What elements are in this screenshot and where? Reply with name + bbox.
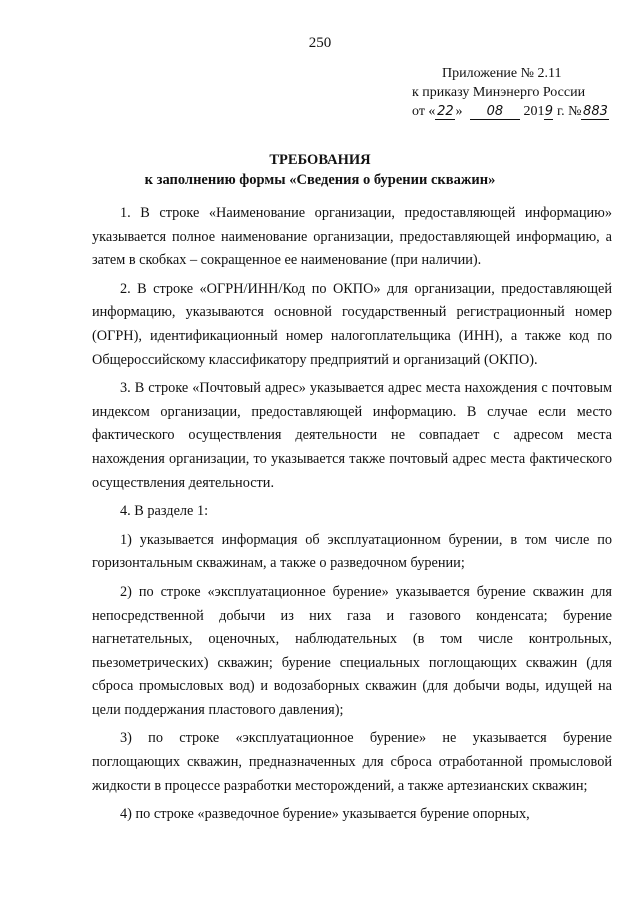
paragraph: 2. В строке «ОГРН/ИНН/Код по ОКПО» для организации, предоставляющей информацию, указываются основной государственный регистрационный номер (ОГРН), идентификационный номер налогоплательщика (ИНН), а также код по Общероссийскому классификатору предприятий и организаций (ОКПО).	[92, 280, 612, 368]
paragraph: 1. В строке «Наименование организации, предоставляющей информацию» указывается полное наименование организации, предоставляющей информацию, а затем в скобках – сокращенное ее наименование (при наличии).	[92, 205, 612, 269]
paragraph: 2) по строке «эксплуатационное бурение» указывается бурение скважин для непосредственной добычи из них газа и газового конденсата; бурение нагнетательных, оценочных, наблюдательных (в том числе контрольных, пьезометрических) скважин; бурение специальных поглощающих скважин (для сброса промысловых вод) и водозаборных скважин (для добычи воды, идущей на цели поддержания пластового давления);	[92, 583, 612, 718]
paragraph: 1) указывается информация об эксплуатационном бурении, в том числе по горизонтальным скважинам, а также о разведочном бурении;	[92, 531, 612, 572]
year-suffix: г. №	[553, 104, 582, 119]
handwritten-order-number: 883	[583, 104, 608, 119]
document-body	[92, 202, 612, 832]
handwritten-month: 08	[470, 104, 520, 120]
paragraph: 4. В разделе 1:	[120, 503, 209, 520]
title-block	[0, 150, 640, 190]
appendix-order-ref: к приказу Минэнерго России	[412, 85, 586, 100]
year-prefix: 201	[523, 104, 545, 119]
handwritten-year-digit: 9	[544, 104, 554, 119]
paragraph: 3) по строке «эксплуатационное бурение» не указывается бурение поглощающих скважин, предназначенных для сброса отработанной промысловой жидкости в процессе разработки месторождений, а также артезианских скважин;	[92, 730, 612, 794]
page-number: 250	[308, 35, 332, 51]
document-title: ТРЕБОВАНИЯ	[269, 152, 371, 168]
document-subtitle: к заполнению формы «Сведения о бурении скважин»	[144, 172, 496, 188]
paragraph: 3. В строке «Почтовый адрес» указывается адрес места нахождения с почтовым индексом организации, предоставляющей информацию. В случае если место фактического осуществления деятельности не совпадает с адресом места нахождения организации, то указывается также почтовый адрес места фактического осуществления деятельности.	[92, 380, 612, 491]
appendix-date-line	[412, 102, 609, 121]
date-prefix: от «	[412, 104, 436, 119]
paragraph: 4) по строке «разведочное бурение» указывается бурение опорных,	[120, 806, 530, 823]
appendix-header	[412, 64, 609, 121]
date-quote: »	[455, 104, 463, 119]
appendix-number: Приложение № 2.11	[442, 66, 562, 81]
handwritten-day: 22	[437, 104, 454, 119]
